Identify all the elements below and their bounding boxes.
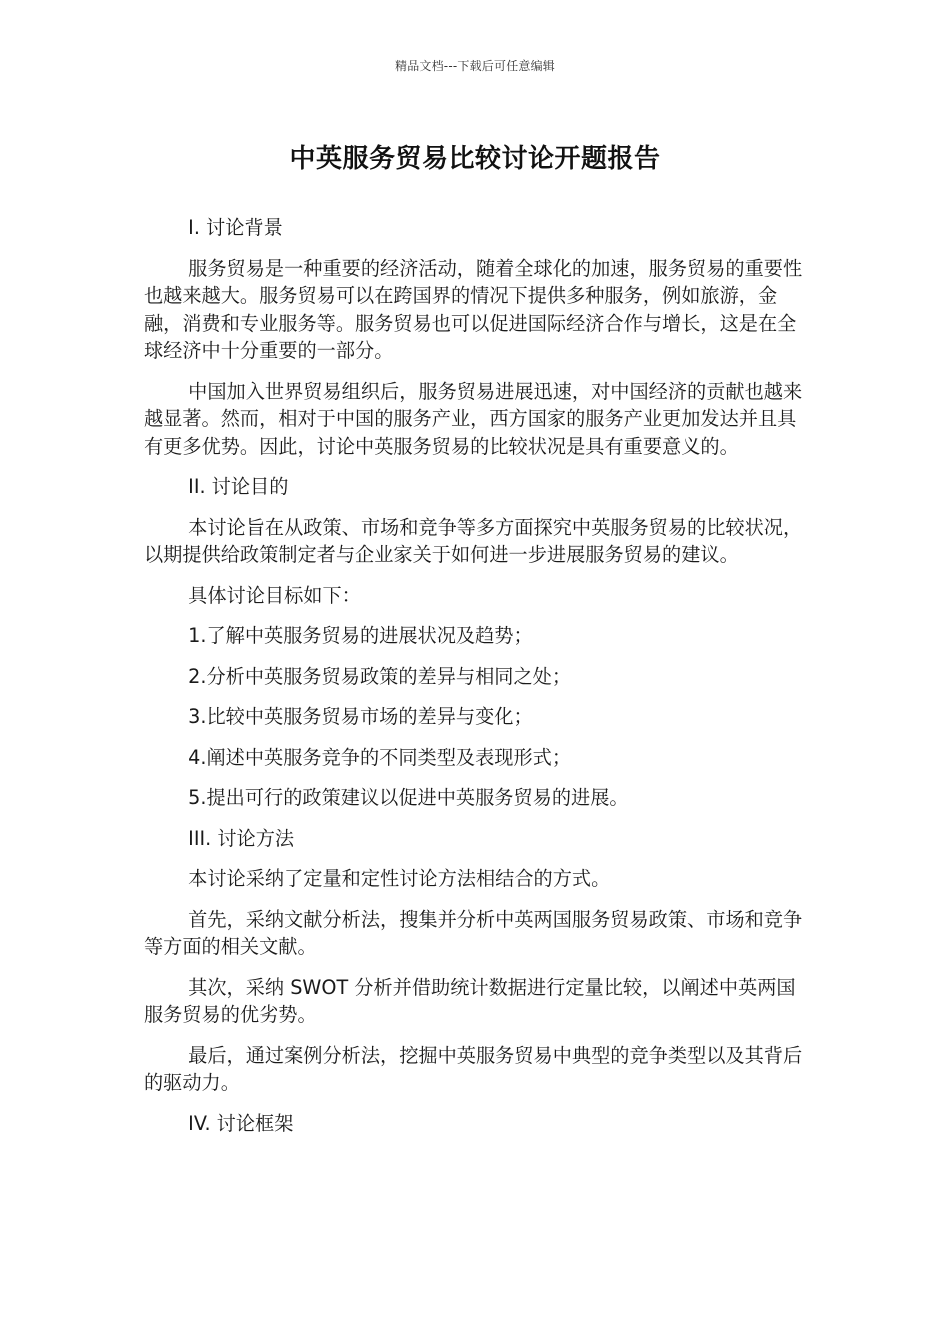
paragraph: 最后，通过案例分析法，挖掘中英服务贸易中典型的竞争类型以及其背后的驱动力。 xyxy=(144,1043,803,1094)
paragraph: 具体讨论目标如下： xyxy=(188,583,361,607)
document-title: 中英服务贸易比较讨论开题报告 xyxy=(289,144,661,174)
goal-list-item: 4.阐述中英服务竞争的不同类型及表现形式； xyxy=(188,745,572,769)
section-heading-background: I. 讨论背景 xyxy=(188,216,283,239)
section-heading-methods: III. 讨论方法 xyxy=(188,826,295,850)
goal-list-item: 2.分析中英服务贸易政策的差异与相同之处； xyxy=(188,664,572,688)
section-heading-purpose: II. 讨论目的 xyxy=(188,475,289,498)
document-body xyxy=(144,214,806,1150)
paragraph: 服务贸易是一种重要的经济活动，随着全球化的加速，服务贸易的重要性也越来越大。服务贸易可以在跨国界的情况下提供多种服务，例如旅游，金融，消费和专业服务等。服务贸易也可以促进国际经济合作与增长，这是在全球经济中十分重要的一部分。 xyxy=(144,256,803,362)
paragraph: 本讨论采纳了定量和定性讨论方法相结合的方式。 xyxy=(188,867,611,890)
paragraph: 本讨论旨在从政策、市场和竞争等多方面探究中英服务贸易的比较状况，以期提供给政策制定者与企业家关于如何进一步进展服务贸易的建议。 xyxy=(144,515,803,566)
page-header: 精品文档---下载后可任意编辑 xyxy=(395,59,555,73)
goal-list-item: 1.了解中英服务贸易的进展状况及趋势； xyxy=(188,624,533,647)
goal-list-item: 3.比较中英服务贸易市场的差异与变化； xyxy=(188,705,533,728)
section-heading-framework: IV. 讨论框架 xyxy=(188,1111,294,1135)
paragraph: 首先，采纳文献分析法，搜集并分析中英两国服务贸易政策、市场和竞争等方面的相关文献。 xyxy=(144,907,803,958)
paragraph: 其次，采纳 SWOT 分析并借助统计数据进行定量比较，以阐述中英两国服务贸易的优劣势。 xyxy=(144,975,796,1026)
paragraph: 中国加入世界贸易组织后，服务贸易进展迅速，对中国经济的贡献也越来越显著。然而，相对于中国的服务产业，西方国家的服务产业更加发达并且具有更多优势。因此，讨论中英服务贸易的比较状况是具有重要意义的。 xyxy=(144,379,803,458)
goal-list-item: 5.提出可行的政策建议以促进中英服务贸易的进展。 xyxy=(188,786,629,809)
